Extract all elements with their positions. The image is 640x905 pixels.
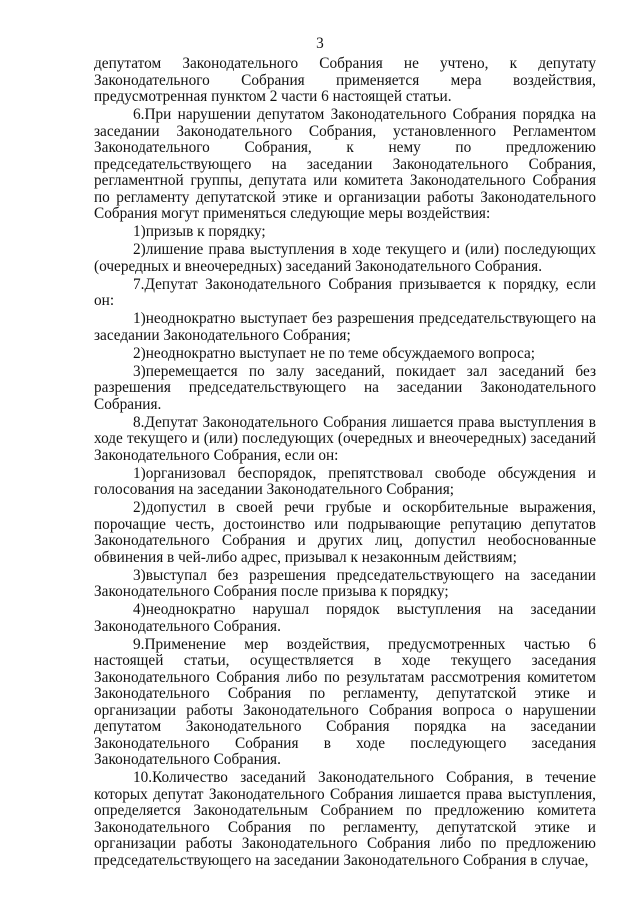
paragraph: депутатом Законодательного Собрания не учтено, к депутату Законодательного Собрания применяется мера воздействия, предусмотренная пунктом 2 части 6 настоящей статьи. bbox=[94, 55, 596, 105]
paragraph: 2)лишение права выступления в ходе текущего и (или) последующих (очередных и внеочередных) заседаний Законодательного Собрания. bbox=[94, 241, 596, 275]
document-body bbox=[94, 56, 596, 871]
paragraph: 6.При нарушении депутатом Законодательного Собрания порядка на заседании Законодательного Собрания, установленного Регламентом Законодательного Собрания, к нему по предложению председательствующего на заседании Законодательного Собрания, регламентной группы, депутата или комитета Законодательного Собрания по регламенту депутатской этике и организации работы Законодательного Собрания могут применяться следующие меры воздействия: bbox=[94, 106, 596, 222]
page-number: 3 bbox=[316, 35, 324, 52]
paragraph: 8.Депутат Законодательного Собрания лишается права выступления в ходе текущего и (или) последующих (очередных и внеочередных) заседаний Законодательного Собрания, если он: bbox=[94, 413, 596, 464]
paragraph: 9.Применение мер воздействия, предусмотренных частью 6 настоящей статьи, осуществляется в ходе текущего заседания Законодательного Собрания либо по результатам рассмотрения комитетом Законодательного Собрания по регламенту, депутатской этике и организации работы Законодательного Собрания вопроса о нарушении депутатом Законодательного Собрания порядка на заседании Законодательного Собрания в ходе последующего заседания Законодательного Собрания. bbox=[94, 635, 596, 768]
paragraph: 4)неоднократно нарушал порядок выступления на заседании Законодательного Собрания. bbox=[94, 601, 596, 635]
paragraph: 1)организовал беспорядок, препятствовал свободе обсуждения и голосования на заседании Законодательного Собрания; bbox=[94, 464, 596, 498]
paragraph: 1)неоднократно выступает без разрешения председательствующего на заседании Законодательного Собрания; bbox=[94, 310, 596, 344]
paragraph: 3)выступал без разрешения председательствующего на заседании Законодательного Собрания после призыва к порядку; bbox=[94, 566, 596, 600]
paragraph: 10.Количество заседаний Законодательного Собрания, в течение которых депутат Законодательного Собрания лишается права выступления, определяется Законодательным Собранием по предложению комитета Законодательного Собрания по регламенту, депутатской этике и организации работы Законодательного Собрания либо по предложению председательствующего на заседании Законодательного Собрания в случае, bbox=[94, 769, 596, 869]
paragraph: 2)допустил в своей речи грубые и оскорбительные выражения, порочащие честь, достоинство или подрывающие репутацию депутатов Законодательного Собрания и других лиц, допустил необоснованные обвинения в чей-либо адрес, призывал к незаконным действиям; bbox=[94, 499, 596, 566]
paragraph: 3)перемещается по залу заседаний, покидает зал заседаний без разрешения председательствующего на заседании Законодательного Собрания. bbox=[94, 362, 596, 413]
paragraph: 1)призыв к порядку; bbox=[133, 223, 266, 240]
paragraph: 2)неоднократно выступает не по теме обсуждаемого вопроса; bbox=[133, 344, 536, 362]
paragraph: 7.Депутат Законодательного Собрания призывается к порядку, если он: bbox=[94, 275, 596, 309]
